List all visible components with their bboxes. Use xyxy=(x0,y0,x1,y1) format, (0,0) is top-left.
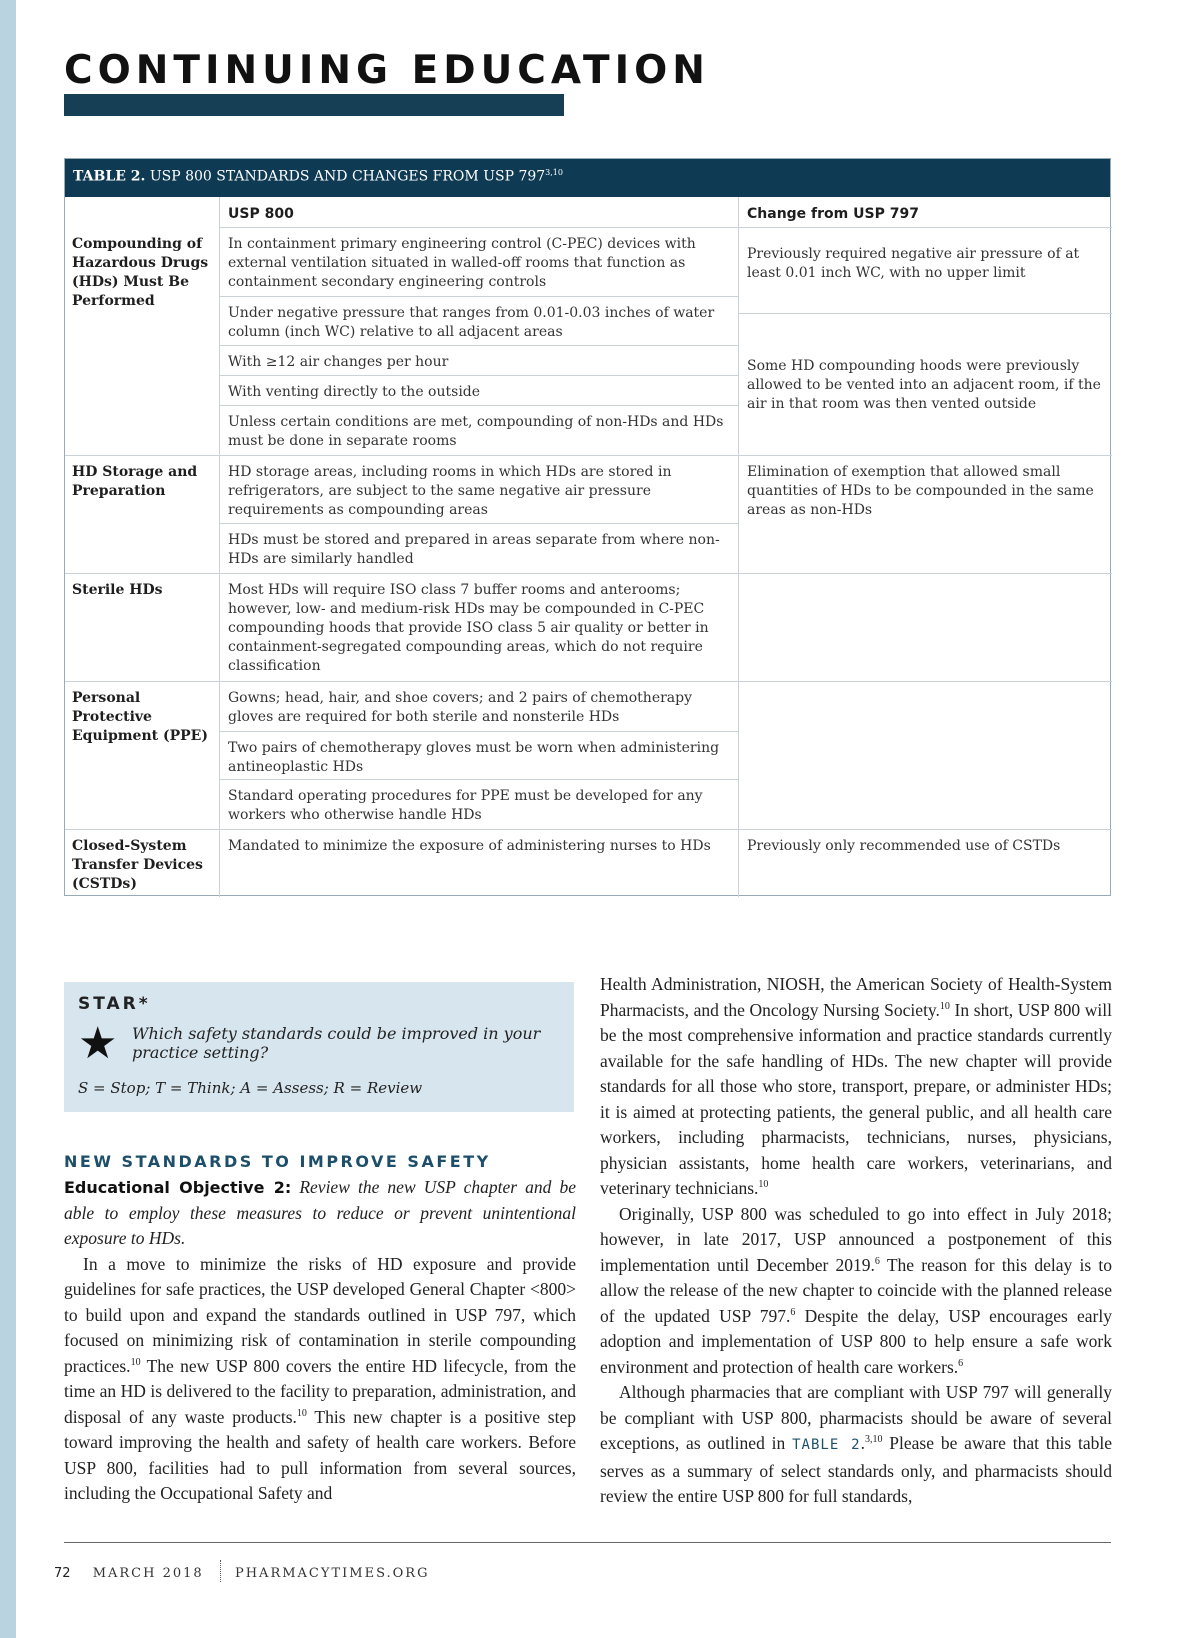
table-divider xyxy=(65,573,1112,574)
table-divider xyxy=(219,296,738,297)
body-paragraph xyxy=(600,1202,1112,1381)
standard-cell: Under negative pressure that ranges from 0.01-0.03 inches of water column (inch WC) relative to all adjacent areas xyxy=(228,305,715,340)
standard-cell: With ≥12 air changes per hour xyxy=(228,354,449,370)
row-group-cstd: Closed-System Transfer Devices (CSTDs) xyxy=(72,838,203,892)
table-divider xyxy=(219,227,1112,228)
standard-cell: HDs must be stored and prepared in areas separate from where non-HDs are similarly handled xyxy=(228,532,720,567)
citation: 10 xyxy=(758,1179,769,1191)
objective-text: Review the new USP chapter and be able to employ these measures to reduce or prevent unintentional exposure to HDs. xyxy=(64,1177,576,1248)
table-divider xyxy=(219,731,738,732)
table-divider xyxy=(219,197,220,897)
page-footer xyxy=(54,1560,429,1581)
body-paragraph xyxy=(600,972,1112,1202)
change-cell: Previously required negative air pressure of at least 0.01 inch WC, with no upper limit xyxy=(747,246,1080,281)
section-heading: NEW STANDARDS TO IMPROVE SAFETY xyxy=(64,1152,491,1171)
row-group-ppe: Personal Protective Equipment (PPE) xyxy=(72,690,208,744)
table-divider xyxy=(65,681,1112,682)
citation: 3,10 xyxy=(864,1434,883,1446)
body-text: Originally, USP 800 was scheduled to go into effect in July 2018; however, in late 2017, USP announced a postponement of this implementation until December 2019. xyxy=(600,1203,1112,1275)
table-divider xyxy=(738,197,739,897)
standard-cell: Two pairs of chemotherapy gloves must be worn when administering antineoplastic HDs xyxy=(228,740,720,775)
body-text: Health Administration, NIOSH, the American Society of Health-System Pharmacists, and the Oncology Nursing Society. xyxy=(600,974,1112,1020)
usp-standards-table xyxy=(64,158,1111,896)
table-caption-prefix: TABLE 2. xyxy=(73,168,146,185)
standard-cell: Gowns; head, hair, and shoe covers; and 2 pairs of chemotherapy gloves are required for both sterile and nonsterile HDs xyxy=(228,690,693,725)
footer-rule xyxy=(64,1542,1111,1543)
citation: 6 xyxy=(958,1357,964,1369)
change-cell: Some HD compounding hoods were previously allowed to be vented into an adjacent room, if the air in that room was then vented outside xyxy=(747,358,1101,412)
row-group-sterile: Sterile HDs xyxy=(72,582,163,598)
body-text: . xyxy=(860,1433,865,1453)
body-paragraph xyxy=(600,1380,1112,1510)
table-caption xyxy=(65,159,1110,197)
table-divider xyxy=(219,345,738,346)
standard-cell: Standard operating procedures for PPE must be developed for any workers who otherwise handle HDs xyxy=(228,788,703,823)
body-text: Please be aware that this table serves as a summary of select standards only, and pharmacists should review the entire USP 800 for full standards, xyxy=(600,1433,1112,1506)
body-text: The reason for this delay is to allow the release of the new chapter to coincide with the planned release of the updated USP 797. xyxy=(600,1254,1112,1326)
citation: 10 xyxy=(296,1407,307,1419)
body-paragraph xyxy=(64,1252,576,1507)
star-callout xyxy=(64,982,574,1112)
standard-cell: HD storage areas, including rooms in which HDs are stored in refrigerators, are subject to the same negative air pressure requirements as compounding areas xyxy=(228,464,672,518)
citation: 6 xyxy=(874,1255,880,1267)
standard-cell: In containment primary engineering control (C-PEC) devices with external ventilation situated in walled-off rooms that function as containment secondary engineering controls xyxy=(228,236,696,290)
table-divider xyxy=(219,375,738,376)
page-edge-stripe xyxy=(0,0,16,1638)
table-divider xyxy=(219,779,738,780)
star-icon: ★ xyxy=(78,1018,118,1069)
row-group-compounding: Compounding of Hazardous Drugs (HDs) Must Be Performed xyxy=(72,236,209,309)
footer-separator xyxy=(220,1560,221,1582)
column-header-change: Change from USP 797 xyxy=(747,206,919,222)
body-text: Although pharmacies that are compliant with USP 797 will generally be compliant with USP 800, pharmacists should be aware of several exceptions, as outlined in xyxy=(600,1382,1112,1453)
table-reference-link[interactable]: TABLE 2 xyxy=(792,1437,861,1453)
standard-cell: Most HDs will require ISO class 7 buffer rooms and anterooms; however, low- and medium-risk HDs may be compounded in C-PEC compounding hoods that provide ISO class 5 air quality or better in containment-segregated compounding areas, which do not require classification xyxy=(228,582,709,674)
table-divider xyxy=(738,313,1112,314)
standard-cell: Mandated to minimize the exposure of administering nurses to HDs xyxy=(228,838,711,854)
body-column-right xyxy=(600,972,1112,1510)
issue-date: MARCH 2018 xyxy=(92,1566,204,1581)
column-header-usp800: USP 800 xyxy=(228,206,294,222)
educational-objective xyxy=(64,1175,576,1252)
body-text: The new USP 800 covers the entire HD lifecycle, from the time an HD is delivered to the facility to preparation, administration, and disposal of any waste products. xyxy=(64,1355,576,1427)
table-divider xyxy=(65,455,1112,456)
body-column-left xyxy=(64,1175,576,1507)
body-text: Despite the delay, USP encourages early adoption and implementation of USP 800 to help ensure a safe work environment and protection of health care workers. xyxy=(600,1305,1113,1377)
page-number: 72 xyxy=(54,1566,71,1581)
change-cell: Elimination of exemption that allowed small quantities of HDs to be compounded in the same areas as non-HDs xyxy=(747,464,1094,518)
star-callout-title: STAR* xyxy=(78,994,151,1014)
table-caption-refs: 3,10 xyxy=(545,168,563,177)
body-text: In short, USP 800 will be the most comprehensive information and practice standards currently available for the safe handling of HDs. The new chapter will provide standards for all those who store, transport, prepare, or administer HDs; it is aimed at protecting patients, the general public, and all health care workers, including pharmacists, technicians, nurses, physicians, physician assistants, home health care workers, veterinarians, and veterinary technicians. xyxy=(600,999,1112,1198)
section-banner-title: CONTINUING EDUCATION xyxy=(64,48,710,93)
standard-cell: With venting directly to the outside xyxy=(228,384,481,400)
citation: 6 xyxy=(790,1306,796,1318)
row-group-storage: HD Storage and Preparation xyxy=(72,464,198,499)
objective-label: Educational Objective 2: xyxy=(64,1178,292,1197)
table-caption-text: USP 800 STANDARDS AND CHANGES FROM USP 797 xyxy=(149,168,546,185)
section-banner-bar xyxy=(64,94,564,116)
citation: 10 xyxy=(130,1356,141,1368)
body-text: This new chapter is a positive step toward improving the health and safety of health care workers. Before USP 800, facilities had to pull information from several sources, including the Occupational Safety and xyxy=(64,1406,576,1503)
standard-cell: Unless certain conditions are met, compounding of non-HDs and HDs must be done in separate rooms xyxy=(228,414,724,449)
table-divider xyxy=(219,405,738,406)
star-callout-question: Which safety standards could be improved in your practice setting? xyxy=(132,1024,541,1062)
table-divider xyxy=(219,523,738,524)
body-text: In a move to minimize the risks of HD exposure and provide guidelines for safe practices, the USP developed General Chapter <800> to build upon and expand the standards outlined in USP 797, which focused on minimizing risk of contamination in sterile compounding practices. xyxy=(64,1253,576,1376)
table-divider xyxy=(65,829,1112,830)
citation: 10 xyxy=(939,1000,950,1012)
change-cell: Previously only recommended use of CSTDs xyxy=(747,838,1061,854)
website: PHARMACYTIMES.ORG xyxy=(234,1566,430,1581)
star-callout-legend: S = Stop; T = Think; A = Assess; R = Review xyxy=(78,1079,423,1097)
